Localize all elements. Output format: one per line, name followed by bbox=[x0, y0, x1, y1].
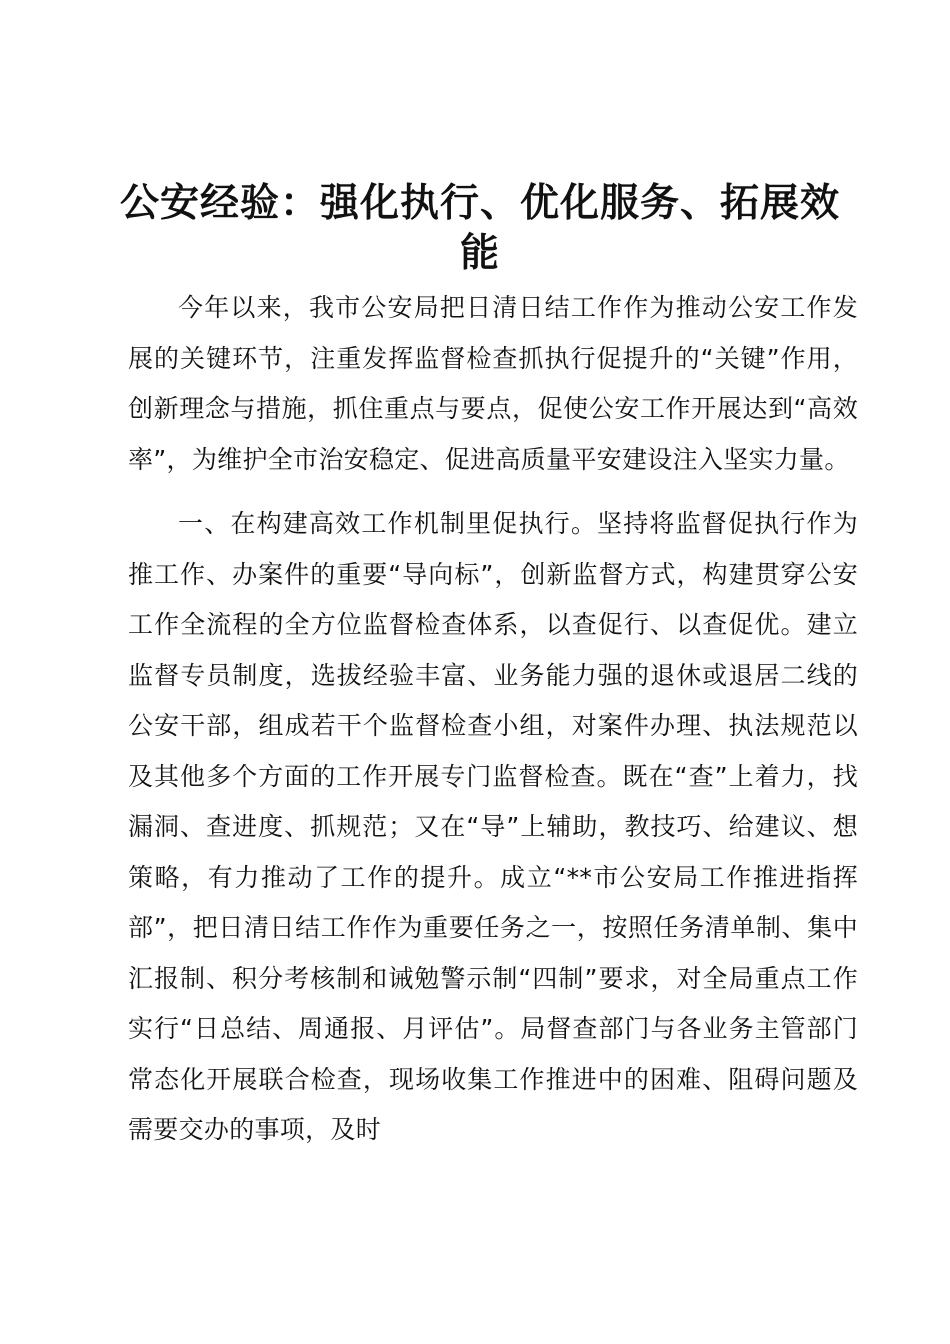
document-title: 公安经验：强化执行、优化服务、拓展效能 bbox=[119, 180, 840, 276]
paragraph-intro: 今年以来，我市公安局把日清日结工作作为推动公安工作发展的关键环节，注重发挥监督检查抓执行促提升的“关键”作用，创新理念与措施，抓住重点与要点，促使公安工作开展达到“高效率”，为维护全市治安稳定、促进高质量平安建设注入坚实力量。 bbox=[128, 293, 858, 474]
paragraph-section-one: 一、在构建高效工作机制里促执行。坚持将监督促执行作为推工作、办案件的重要“导向标”，创新监督方式，构建贯穿公安工作全流程的全方位监督检查体系，以查促行、以查促优。建立监督专员制度，选拔经验丰富、业务能力强的退休或退居二线的公安干部，组成若干个监督检查小组，对案件办理、执法规范以及其他多个方面的工作开展专门监督检查。既在“查”上着力，找漏洞、查进度、抓规范；又在“导”上辅助，教技巧、给建议、想策略，有力推动了工作的提升。成立“**市公安局工作推进指挥部”，把日清日结工作作为重要任务之一，按照任务清单制、集中汇报制、积分考核制和诫勉警示制“四制”要求，对全局重点工作实行“日总结、周通报、月评估”。局督查部门与各业务主管部门常态化开展联合检查，现场收集工作推进中的困难、阻碍问题及需要交办的事项，及时 bbox=[128, 509, 858, 1144]
document-body bbox=[128, 283, 858, 1156]
